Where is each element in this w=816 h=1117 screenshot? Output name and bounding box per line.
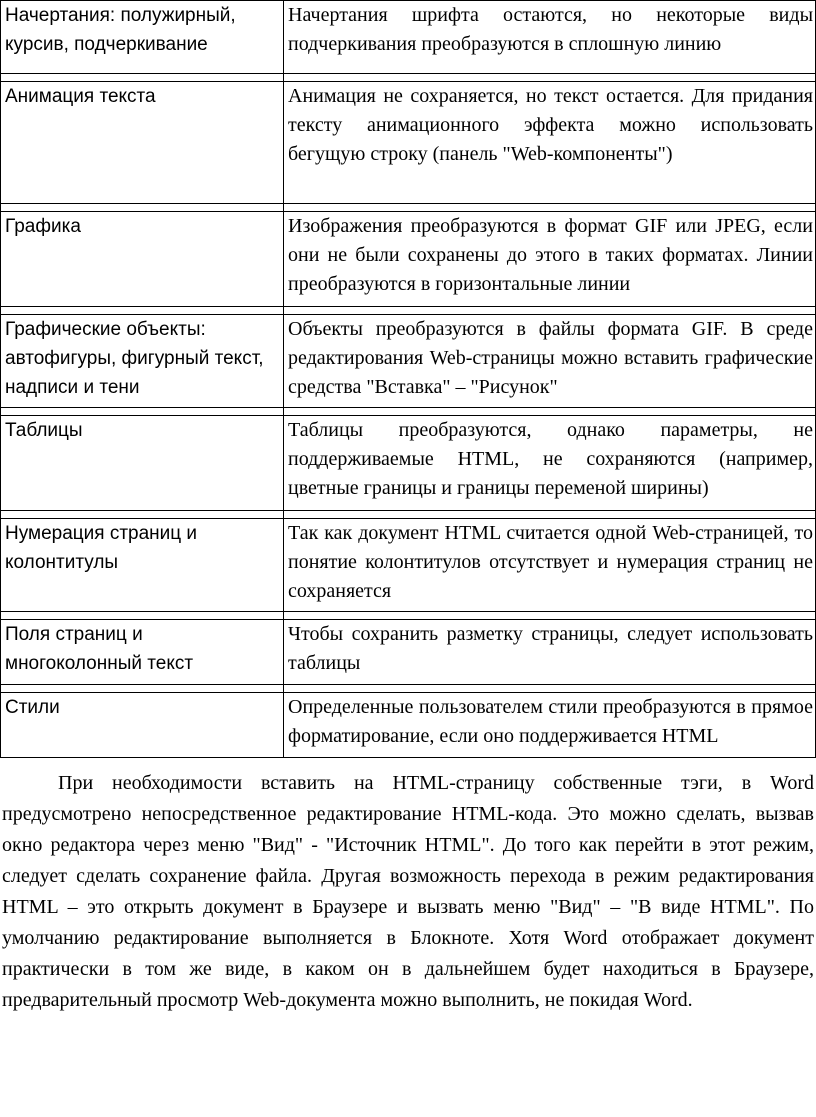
feature-cell: Графические объекты: автофигуры, фигурный текст, надписи и тени (1, 315, 284, 408)
feature-cell: Анимация текста (1, 82, 284, 204)
result-cell: Таблицы преобразуются, однако параметры, не поддерживаемые HTML, не сохраняются (например, цветные границы и границы переменой ширины) (284, 416, 816, 511)
row-spacer (1, 74, 816, 82)
row-spacer (1, 685, 816, 693)
body-paragraph: При необходимости вставить на HTML-страницу собственные тэги, в Word предусмотрено непосредственное редактирование HTML-кода. Это можно сделать, вызвав окно редактора через меню "Вид" - "Источник HTML". До того как перейти в этот режим, следует сделать сохранение файла. Другая возможность перехода в режим редактирования HTML – это открыть документ в Браузере и вызвать меню "Вид" – "В виде HTML". По умолчанию редактирование выполняется в Блокноте. Хотя Word отображает документ практически в том же виде, в каком он в дальнейшем будет находиться в Браузере, предварительный просмотр Web-документа можно выполнить, не покидая Word. (2, 772, 814, 1011)
table-row (1, 693, 816, 758)
table-row (1, 315, 816, 408)
row-spacer (1, 612, 816, 620)
feature-cell: Начертания: полужирный, курсив, подчеркивание (1, 1, 284, 74)
feature-cell: Графика (1, 212, 284, 307)
feature-cell: Нумерация страниц и колонтитулы (1, 519, 284, 612)
result-cell: Начертания шрифта остаются, но некоторые виды подчеркивания преобразуются в сплошную линию (284, 1, 816, 74)
table-row (1, 620, 816, 685)
row-spacer (1, 204, 816, 212)
table-row (1, 416, 816, 511)
result-cell: Объекты преобразуются в файлы формата GIF. В среде редактирования Web-страницы можно вставить графические средства "Вставка" – "Рисунок" (284, 315, 816, 408)
feature-cell: Поля страниц и многоколонный текст (1, 620, 284, 685)
result-cell: Чтобы сохранить разметку страницы, следует использовать таблицы (284, 620, 816, 685)
feature-cell: Стили (1, 693, 284, 758)
result-cell: Определенные пользователем стили преобразуются в прямое форматирование, если оно поддерживается HTML (284, 693, 816, 758)
table-row (1, 212, 816, 307)
table-row (1, 82, 816, 204)
row-spacer (1, 511, 816, 519)
result-cell: Анимация не сохраняется, но текст остается. Для придания тексту анимационного эффекта можно использовать бегущую строку (панель "Web-компоненты") (284, 82, 816, 204)
table-row (1, 1, 816, 74)
table-row (1, 519, 816, 612)
result-cell: Так как документ HTML считается одной Web-страницей, то понятие колонтитулов отсутствует и нумерация страниц не сохраняется (284, 519, 816, 612)
row-spacer (1, 307, 816, 315)
row-spacer (1, 408, 816, 416)
feature-cell: Таблицы (1, 416, 284, 511)
result-cell: Изображения преобразуются в формат GIF или JPEG, если они не были сохранены до этого в таких форматах. Линии преобразуются в горизонтальные линии (284, 212, 816, 307)
